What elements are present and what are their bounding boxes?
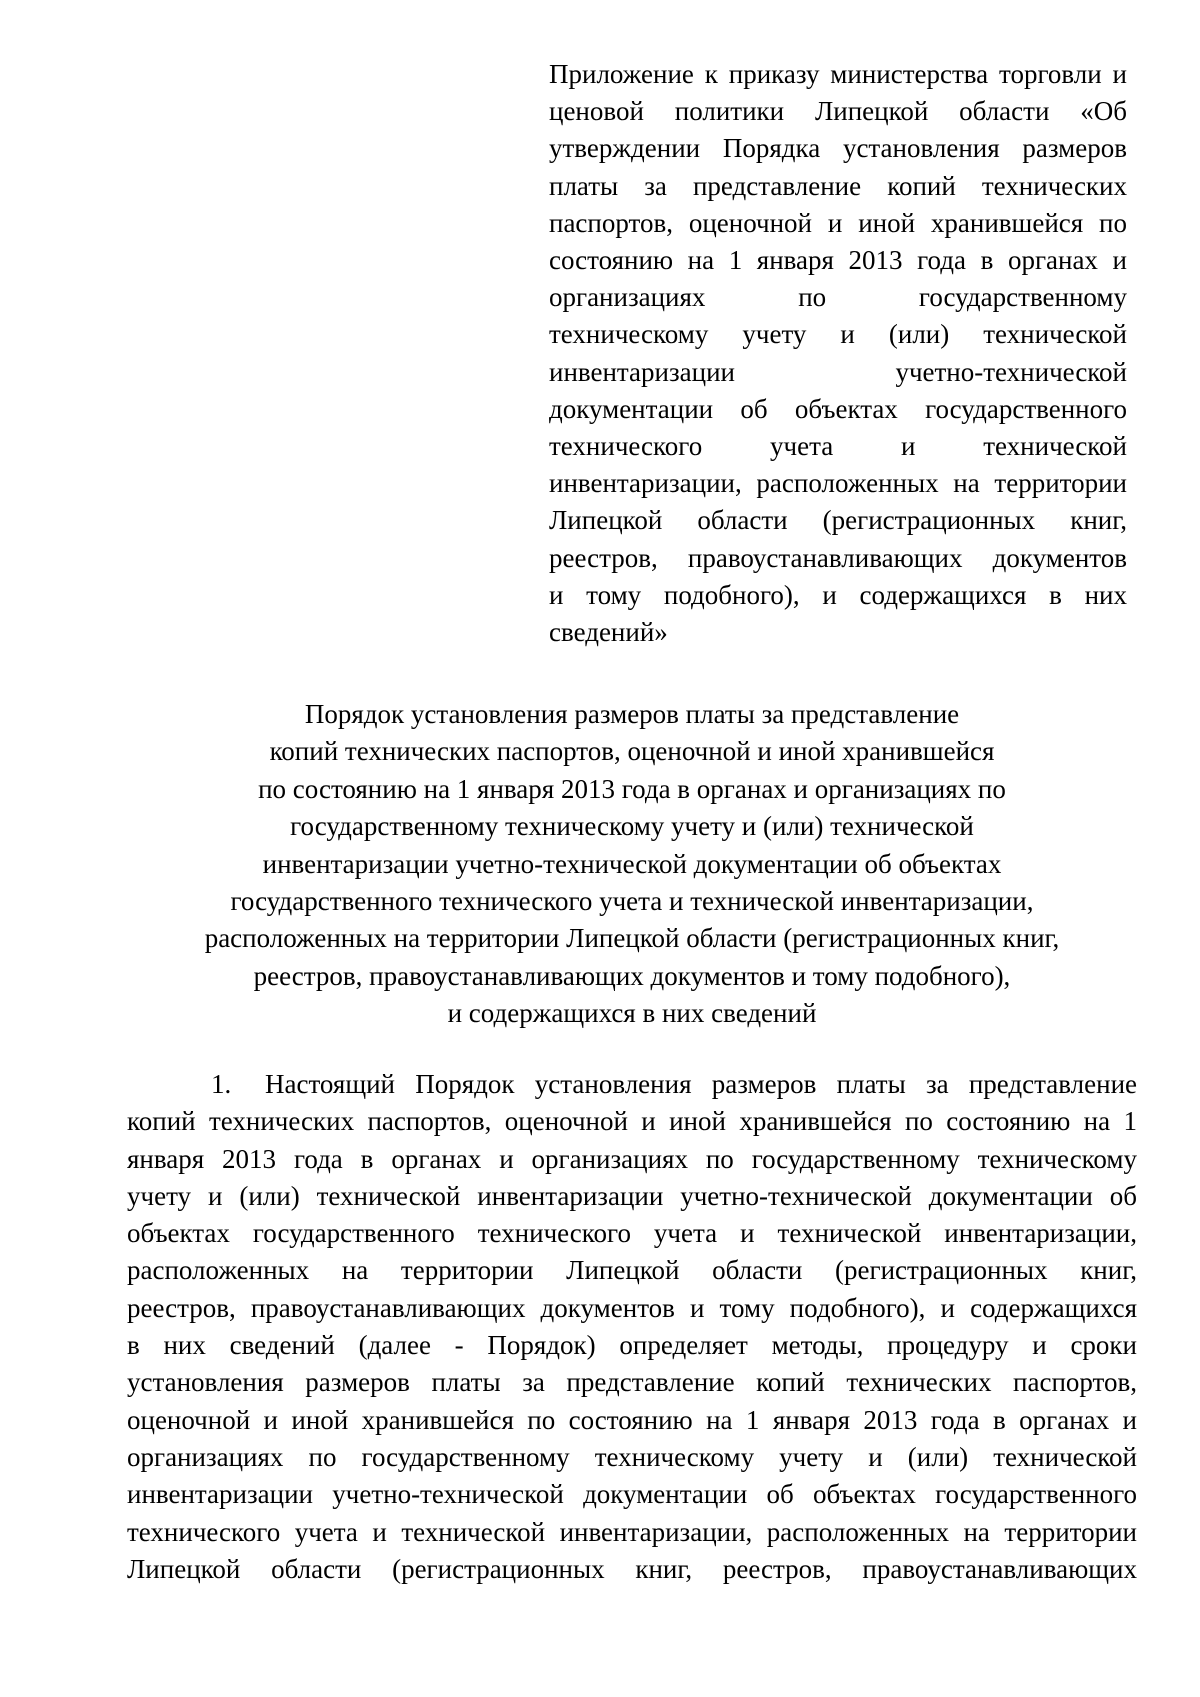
- appendix-line: паспортов, оценочной и иной хранившейся по: [549, 207, 1127, 238]
- appendix-line: платы за представление копий технических: [549, 170, 1127, 201]
- paragraph-line: января 2013 года в органах и организациях по государственному техническому: [127, 1143, 1137, 1174]
- title-line: копий технических паспортов, оценочной и иной хранившейся: [269, 736, 995, 767]
- paragraph-line: учету и (или) технической инвентаризации учетно-технической документации об: [127, 1180, 1137, 1211]
- paragraph-first-line: [127, 1066, 1137, 1103]
- appendix-line: Липецкой области (регистрационных книг,: [549, 505, 1127, 536]
- paragraph-line: объектах государственного технического учета и технической инвентаризации,: [127, 1218, 1137, 1249]
- paragraph-number: 1.: [211, 1069, 232, 1099]
- appendix-line: инвентаризации, расположенных на территории: [549, 468, 1127, 499]
- appendix-line: документации об объектах государственного: [549, 393, 1127, 424]
- title-line: Порядок установления размеров платы за представление: [304, 699, 960, 729]
- title-line: государственного технического учета и технической инвентаризации,: [230, 886, 1034, 917]
- paragraph-line: оценочной и иной хранившейся по состоянию на 1 января 2013 года в органах и: [127, 1404, 1137, 1435]
- title-line: расположенных на территории Липецкой области (регистрационных книг,: [204, 923, 1060, 954]
- appendix-header: [549, 56, 1127, 651]
- document-title: [127, 696, 1137, 1033]
- paragraph-line: реестров, правоустанавливающих документов и тому подобного), и содержащихся: [127, 1292, 1137, 1323]
- appendix-line: Приложение к приказу министерства торговли и: [549, 59, 1127, 89]
- paragraph-line: инвентаризации учетно-технической документации об объектах государственного: [127, 1479, 1137, 1510]
- appendix-line: организациях по государственному: [549, 282, 1127, 313]
- appendix-line: техническому учету и (или) технической: [549, 319, 1127, 350]
- title-line: реестров, правоустанавливающих документов и тому подобного),: [253, 960, 1011, 991]
- paragraph-line: Липецкой области (регистрационных книг, реестров, правоустанавливающих: [127, 1553, 1137, 1584]
- appendix-line: реестров, правоустанавливающих документов: [549, 542, 1127, 573]
- appendix-line: утверждении Порядка установления размеров: [549, 133, 1127, 164]
- title-line: и содержащихся в них сведений: [447, 998, 817, 1029]
- paragraph-1: [127, 1066, 1137, 1588]
- title-line: инвентаризации учетно-технической документации об объектах: [262, 848, 1002, 879]
- appendix-line: и тому подобного), и содержащихся в них: [549, 579, 1127, 610]
- paragraph-line: организациях по государственному техническому учету и (или) технической: [127, 1441, 1137, 1472]
- paragraph-line: технического учета и технической инвентаризации, расположенных на территории: [127, 1516, 1137, 1547]
- appendix-line: ценовой политики Липецкой области «Об: [549, 96, 1127, 127]
- appendix-line: состоянию на 1 января 2013 года в органах и: [549, 245, 1127, 276]
- appendix-line: технического учета и технической: [549, 431, 1127, 462]
- appendix-line: инвентаризации учетно-технической: [549, 356, 1127, 387]
- appendix-line: сведений»: [549, 617, 668, 648]
- title-line: по состоянию на 1 января 2013 года в органах и организациях по: [258, 773, 1006, 804]
- paragraph-line: копий технических паспортов, оценочной и иной хранившейся по состоянию на 1: [127, 1106, 1137, 1137]
- title-line: государственному техническому учету и (или) технической: [290, 811, 974, 842]
- paragraph-first-line-text: Настоящий Порядок установления размеров платы за представление: [265, 1069, 1137, 1099]
- paragraph-line: установления размеров платы за представление копий технических паспортов,: [127, 1367, 1137, 1398]
- paragraph-line: в них сведений (далее - Порядок) определяет методы, процедуру и сроки: [127, 1330, 1137, 1361]
- paragraph-line: расположенных на территории Липецкой области (регистрационных книг,: [127, 1255, 1137, 1286]
